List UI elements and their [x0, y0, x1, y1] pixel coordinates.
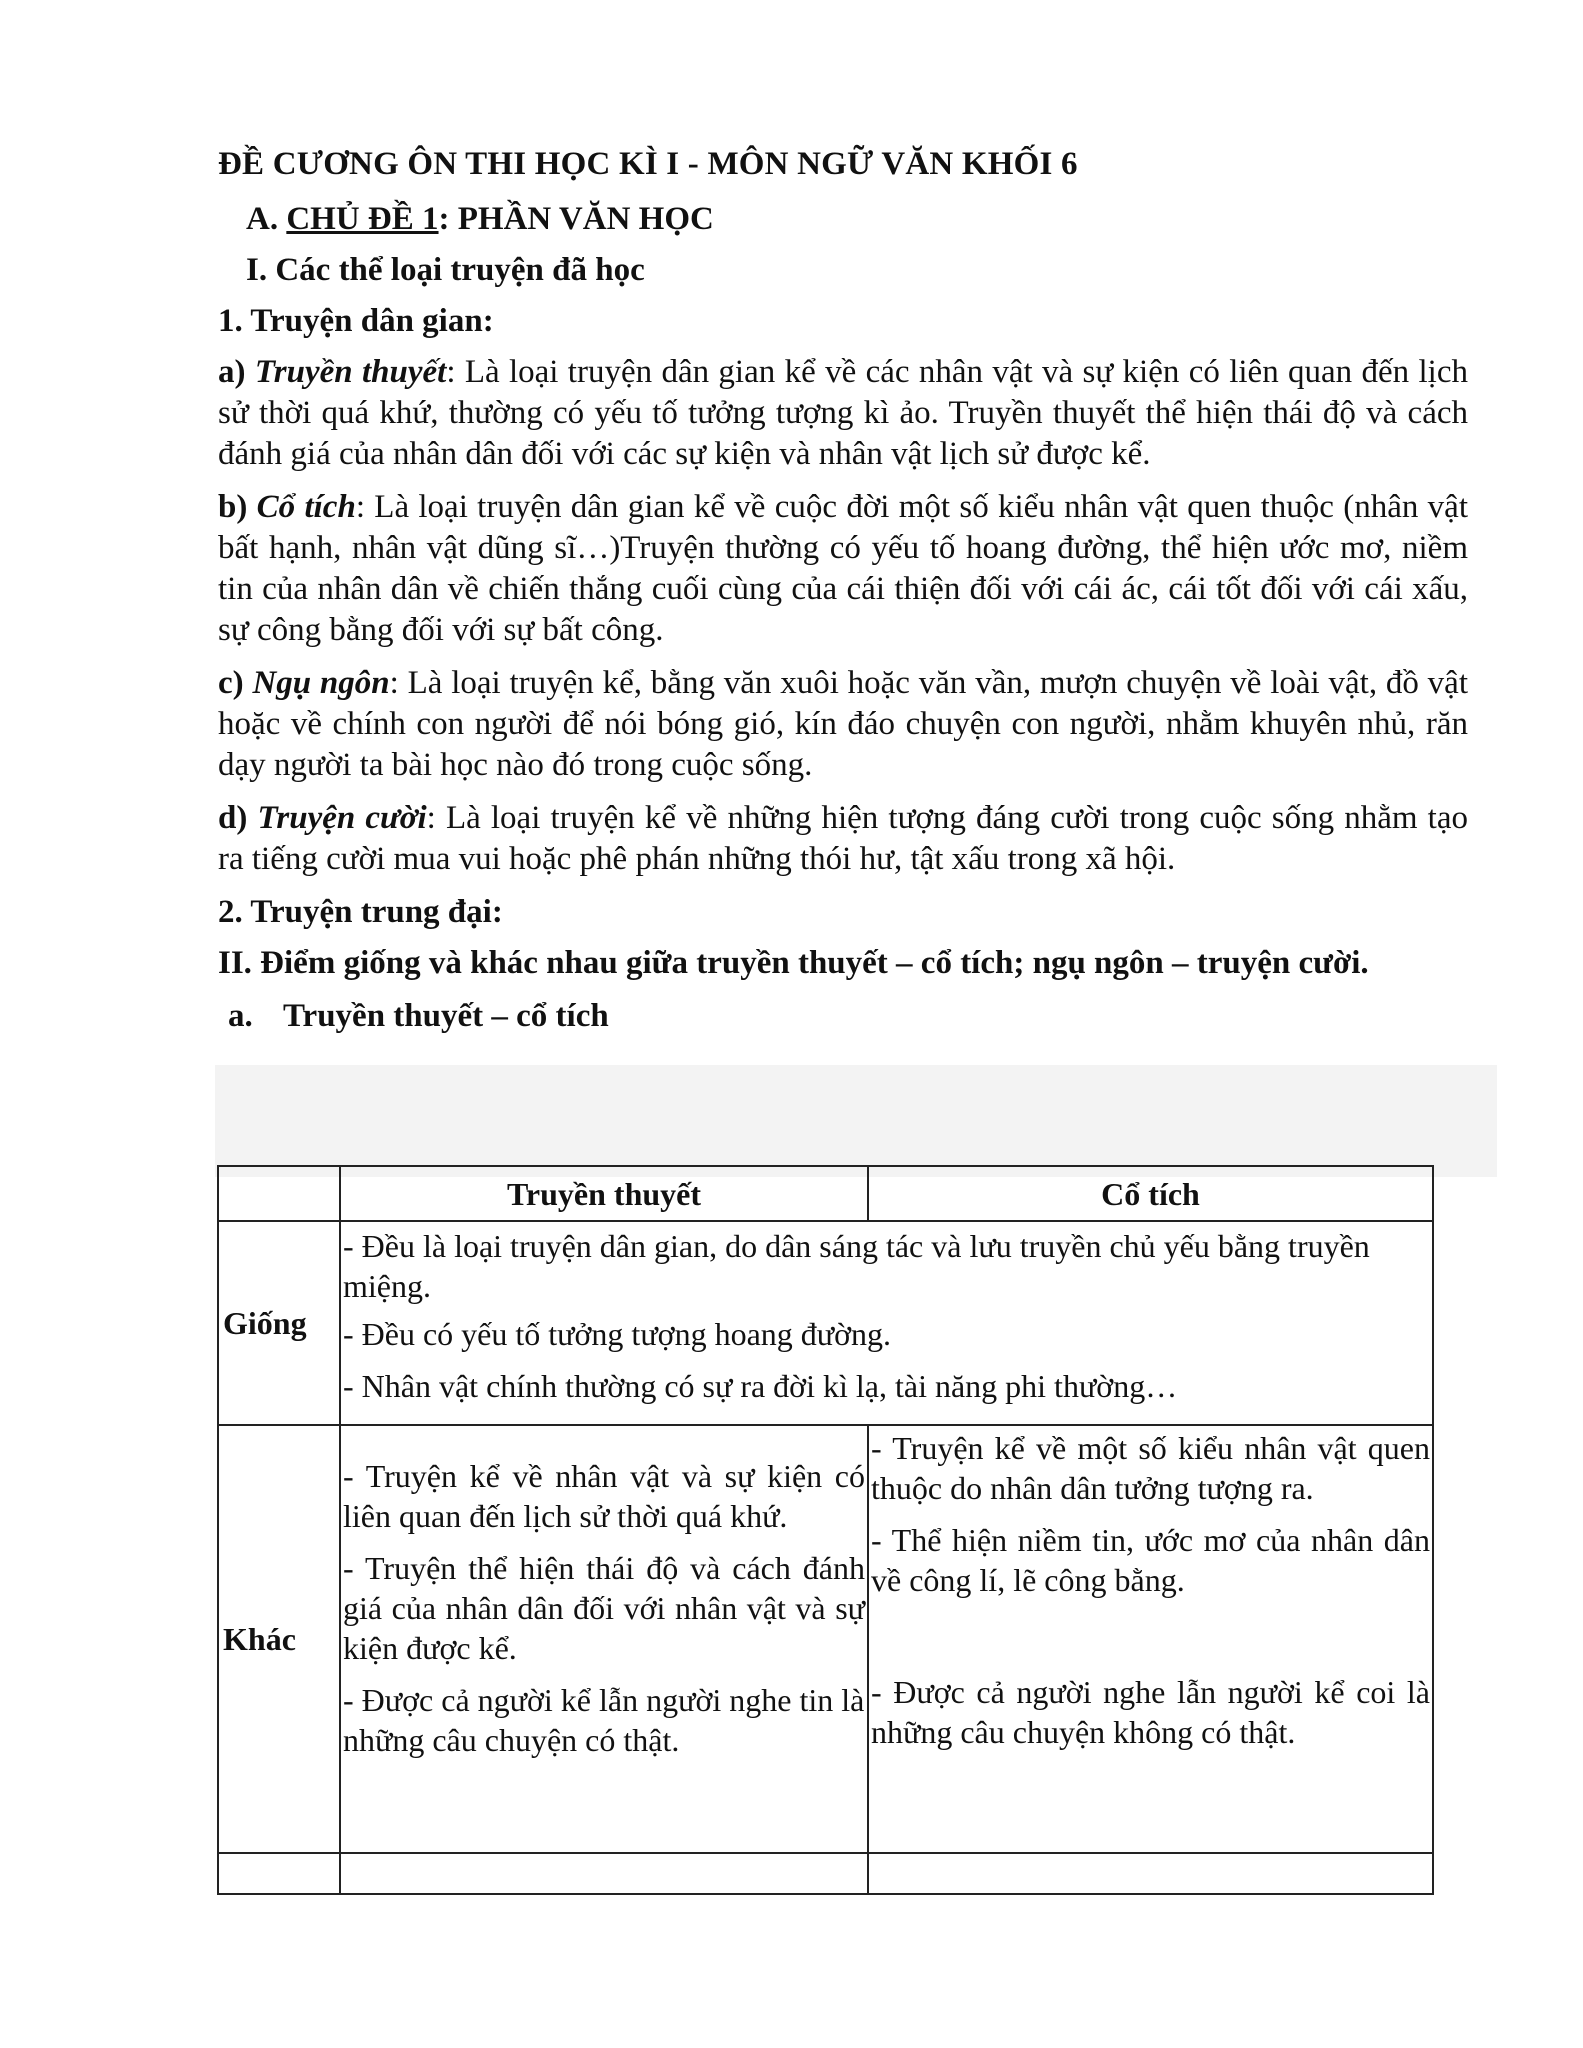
genre-paragraph-fable: c) Ngụ ngôn: Là loại truyện kể, bằng văn xuôi hoặc văn vần, mượn chuyện về loài vật, đồ vật hoặc về chính con người để nói bóng gió, kín đáo chuyện con người, nhằm khuyên nhủ, răn dạy người ta bài học nào đó trong cuộc sống.	[218, 665, 1468, 783]
same-cell	[340, 1221, 1433, 1425]
header-cell-legend: Truyền thuyết	[340, 1166, 868, 1221]
same-item: - Đều có yếu tố tưởng tượng hoang đường.	[343, 1316, 892, 1353]
topic-underlined: CHỦ ĐỀ 1	[286, 201, 439, 237]
topic-rest: : PHẦN VĂN HỌC	[438, 201, 714, 237]
diff-item: - Truyện kể về nhân vật và sự kiện có liên quan đến lịch sử thời quá khứ.	[343, 1457, 865, 1534]
subsection-a-heading: a. Truyền thuyết – cổ tích	[228, 998, 609, 1034]
diff-item: - Truyện kể về một số kiểu nhân vật quen thuộc do nhân dân tưởng tượng ra.	[871, 1429, 1430, 1506]
empty-cell	[868, 1853, 1433, 1894]
same-item: - Đều là loại truyện dân gian, do dân sáng tác và lưu truyền chủ yếu bằng truyền miệng.	[343, 1228, 1370, 1305]
document-title: ĐỀ CƯƠNG ÔN THI HỌC KÌ I - MÔN NGỮ VĂN KHỐI 6	[218, 146, 1078, 182]
table-row-empty	[218, 1853, 1433, 1894]
genre-term: Ngụ ngôn	[252, 665, 390, 701]
section-1-heading: I. Các thể loại truyện đã học	[246, 252, 645, 288]
genre-paragraph-funny-story: d) Truyện cười: Là loại truyện kể về những hiện tượng đáng cười trong cuộc sống nhằm tạo ra tiếng cười mua vui hoặc phê phán những thói hư, tật xấu trong xã hội.	[218, 800, 1468, 877]
empty-cell	[340, 1853, 868, 1894]
topic-prefix: A.	[246, 201, 287, 237]
subsection-2-heading: 2. Truyện trung đại:	[218, 894, 503, 930]
diff-cell-legend	[340, 1425, 868, 1853]
empty-cell	[218, 1853, 340, 1894]
genre-term: Truyện cười	[257, 800, 427, 836]
row-label-same: Giống	[218, 1221, 340, 1425]
diff-item: - Thể hiện niềm tin, ước mơ của nhân dân về công lí, lẽ công bằng.	[871, 1521, 1430, 1598]
subsection-1-heading: 1. Truyện dân gian:	[218, 303, 494, 339]
genre-paragraph-fairy-tale: b) Cổ tích: Là loại truyện dân gian kể về cuộc đời một số kiểu nhân vật quen thuộc (nhân vật bất hạnh, nhân vật dũng sĩ…)Truyện thường có yếu tố hoang đường, thể hiện ước mơ, niềm tin của nhân dân về chiến thắng cuối cùng của cái thiện đối với cái ác, cái tốt đối với cái xấu, sự công bằng đối với sự bất công.	[218, 489, 1469, 648]
topic-heading	[246, 199, 1468, 240]
shaded-band	[215, 1065, 1497, 1177]
comparison-table	[217, 1165, 1434, 1895]
genre-paragraph-legend: a) Truyền thuyết: Là loại truyện dân gian kể về các nhân vật và sự kiện có liên quan đến lịch sử thời quá khứ, thường có yếu tố tưởng tượng kì ảo. Truyền thuyết thể hiện thái độ và cách đánh giá của nhân dân đối với các sự kiện và nhân vật lịch sử được kể.	[218, 354, 1468, 472]
same-item: - Nhân vật chính thường có sự ra đời kì lạ, tài năng phi thường…	[343, 1368, 1178, 1405]
table-header-row	[218, 1166, 1433, 1221]
diff-item: - Được cả người nghe lẫn người kể coi là những câu chuyện không có thật.	[871, 1673, 1430, 1750]
header-cell-fairy-tale: Cổ tích	[868, 1166, 1433, 1221]
table-row-same	[218, 1221, 1433, 1425]
genre-term: Truyền thuyết	[254, 354, 447, 390]
diff-cell-fairy-tale	[868, 1425, 1433, 1853]
diff-item: - Truyện thể hiện thái độ và cách đánh giá của nhân dân đối với nhân vật và sự kiện được kể.	[343, 1549, 865, 1666]
header-cell-empty	[218, 1166, 340, 1221]
diff-item: - Được cả người kể lẫn người nghe tin là những câu chuyện có thật.	[343, 1681, 865, 1758]
genre-term: Cổ tích	[256, 489, 356, 525]
document-body	[218, 144, 1468, 1037]
section-2-heading: II. Điểm giống và khác nhau giữa truyền thuyết – cổ tích; ngụ ngôn – truyện cười.	[218, 945, 1369, 981]
table-row-different	[218, 1425, 1433, 1853]
row-label-different: Khác	[218, 1425, 340, 1853]
